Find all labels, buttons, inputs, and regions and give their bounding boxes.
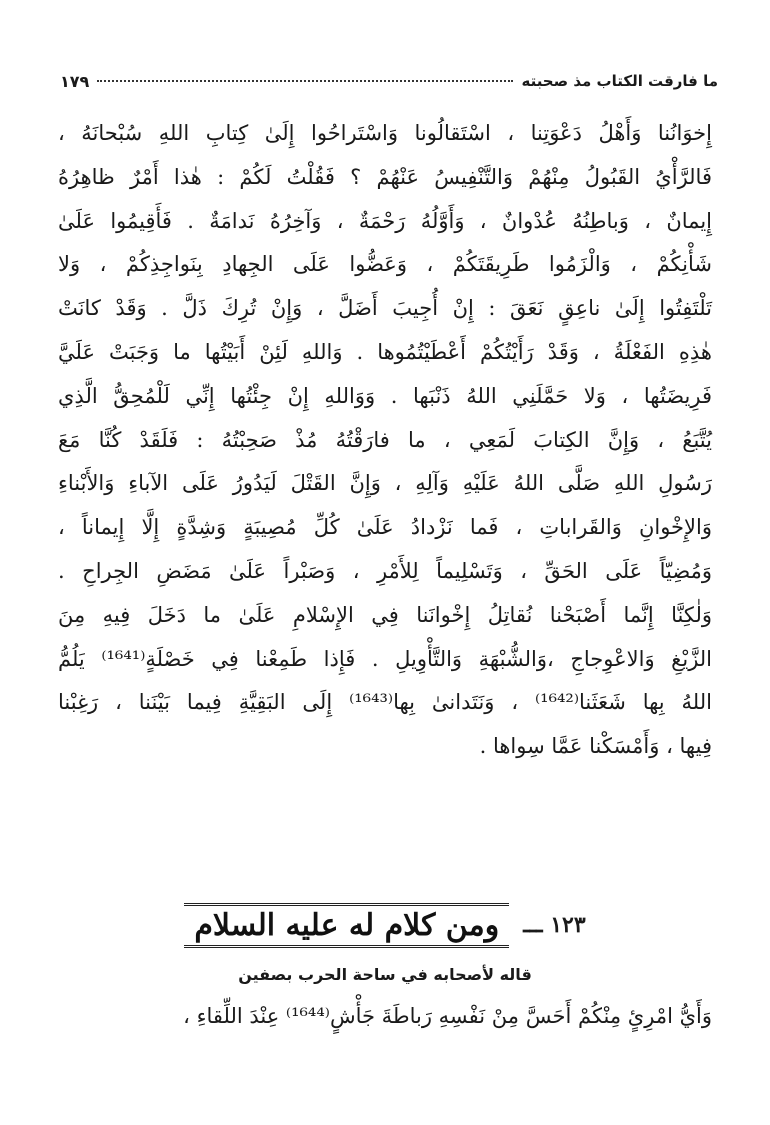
text-line: وَمُضِيّاً عَلَى الحَقِّ ، وَتَسْلِيماً لِلأَمْرِ ، وَصَبْراً عَلَىٰ مَضَضِ الجِراحِ . — [58, 558, 712, 583]
text-line: هٰذِهِ الفَعْلَةُ ، وَقَدْ رَأَيْتُكُمْ أَعْطَيْتُمُوها . وَاللهِ لَئِنْ أَبَيْتُها ما وَجَبَتْ عَلَيَّ — [58, 339, 712, 364]
text-line: اللهُ بِها شَعَثَنا⁽¹⁶⁴²⁾ ، وَنَتَدانىٰ بِها⁽¹⁶⁴³⁾ إِلَى البَقِيَّةِ فِيما بَيْنَنا ، رَغِبْنا — [58, 690, 712, 715]
text-line: إِخوَانُنا وَأَهْلُ دَعْوَتِنا ، اسْتَقالُونا وَاسْتَراحُوا إِلَىٰ كِتابِ اللهِ سُبْحانَهُ ، — [58, 121, 712, 145]
text-line: وَلٰكِنَّا إِنَّما أَصْبَحْنا نُقاتِلُ إِخْوانَنا فِي الإِسْلامِ عَلَىٰ ما دَخَلَ فِيهِ مِنَ — [58, 602, 712, 627]
text-line: فَالرَّأْيُ القَبُولُ مِنْهُمْ وَالتَّنْفِيسُ عَنْهُمْ ؟ فَقُلْتُ لَكُمْ : هٰذا أَمْرٌ ظاهِرُهُ — [58, 164, 712, 189]
section-number: ١٢٣ ـــ — [523, 912, 586, 938]
section-subtitle: قاله لأصحابه في ساحة الحرب بصفين — [238, 965, 532, 984]
dotted-leader — [97, 80, 513, 82]
text-line: فِيها ، وَأَمْسَكْنا عَمَّا سِواها . — [479, 734, 712, 759]
text-line: إِيمانٌ ، وَباطِنُهُ عُدْوانٌ ، وَأَوَّلُهُ رَحْمَةٌ ، وَآخِرُهُ نَدامَةٌ . فَأَقِيمُوا عَلَىٰ — [58, 208, 712, 233]
text-line: الزَّيْغِ وَالاعْوِجاجِ ،وَالشُّبْهَةِ وَالتَّأْوِيلِ . فَإِذا طَمِعْنا فِي خَصْلَةٍ⁽¹⁶⁴¹⁾ يَلُمُّ — [58, 646, 713, 671]
text-line: وَالإِخْوانِ وَالقَراباتِ ، فَما نَزْدادُ عَلَىٰ كُلِّ مُصِيبَةٍ وَشِدَّةٍ إِلَّا إِيماناً ، — [58, 515, 712, 540]
calligraphic-title: ومن كلام له عليه السلام — [184, 903, 509, 948]
text-line: تَلْتَفِتُوا إِلَىٰ ناعِقٍ نَعَقَ : إِنْ أُجِيبَ أَضَلَّ ، وَإِنْ تُرِكَ ذَلَّ . وَقَدْ كانَتْ — [58, 296, 712, 321]
main-text — [58, 112, 712, 769]
text-line: شَأْنِكُمْ ، وَالْزَمُوا طَرِيقَتَكُمْ ، وَعَضُّوا عَلَى الجِهادِ بِنَواجِذِكُمْ ، وَلا — [58, 252, 712, 277]
page-number: ١٧٩ — [60, 71, 90, 91]
section-heading — [58, 895, 712, 955]
text-line: يُتَّبَعُ ، وَإِنَّ الكِتابَ لَمَعِي ، ما فارَقْتُهُ مُذْ صَحِبْتُهُ : فَلَقَدْ كُنَّا مَعَ — [58, 427, 712, 452]
following-text — [58, 995, 712, 1039]
text-line: رَسُولِ اللهِ صَلَّى اللهُ عَلَيْهِ وَآلِهِ ، وَإِنَّ القَتْلَ لَيَدُورُ عَلَى الآباءِ وَالأَبْناءِ — [58, 471, 712, 496]
text-line: وَأَيُّ امْرِئٍ مِنْكُمْ أَحَسَّ مِنْ نَفْسِهِ رَباطَةَ جَأْشٍ⁽¹⁶⁴⁴⁾ عِنْدَ اللِّقاءِ ، — [183, 1004, 712, 1028]
running-head-title: ما فارقت الكتاب مذ صحبته — [521, 72, 718, 90]
running-head — [60, 68, 718, 94]
text-line: فَرِيضَتُها ، وَلا حَمَّلَنِي اللهُ ذَنْبَها . وَوَاللهِ إِنْ جِئْتُها إِنِّي لَلْمُحِقُّ الَّذِي — [58, 383, 712, 408]
